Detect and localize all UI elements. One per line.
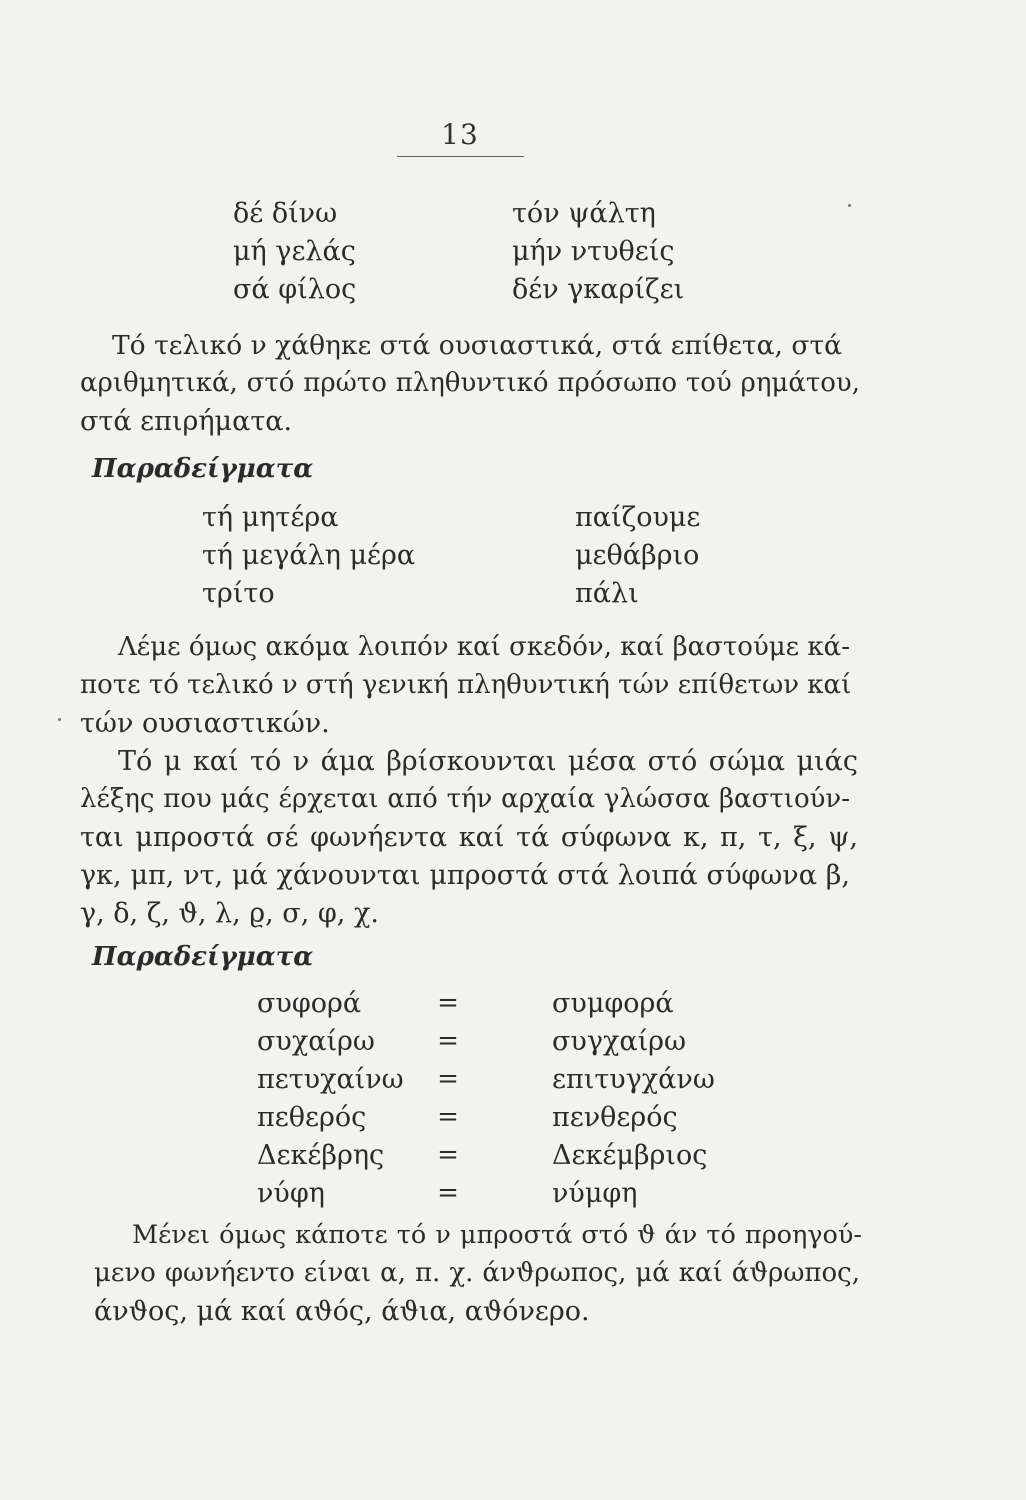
eq-left-1: συφορά — [257, 988, 362, 1019]
paragraph2-line-2: ποτε τό τελικό ν στή γενική πληθυντική τών επίθετων καί — [80, 670, 852, 700]
eq-right-3: επιτυγχάνω — [552, 1064, 715, 1095]
eq-right-5: Δεκέμβριος — [552, 1140, 708, 1171]
paragraph4-line-2: μενο φωνήεντο είναι α, π. χ. άνϑρωπος, μά καί άϑρωπος, — [94, 1258, 860, 1288]
page-number-rule — [397, 156, 524, 157]
equals-sign: = — [437, 1102, 459, 1132]
eq-left-5: Δεκέβρης — [257, 1140, 385, 1171]
eq-left-4: πεθερός — [257, 1102, 367, 1133]
examples-heading-1: Παραδείγματα — [92, 454, 314, 484]
examples-heading-2: Παραδείγματα — [92, 942, 314, 972]
paragraph3-line-2: λέξης που μάς έρχεται από τήν αρχαία γλώσσα βαστιούν- — [80, 784, 850, 814]
equals-sign: = — [437, 1026, 459, 1056]
paragraph3-line-4: γκ, μπ, ντ, μά χάνουνται μπροστά στά λοιπά σύφωνα β, — [80, 860, 850, 891]
eq-right-6: νύμφη — [552, 1178, 638, 1209]
example-top-left-2: μή γελάς — [233, 236, 356, 267]
example-mid-left-3: τρίτο — [202, 578, 275, 609]
eq-right-4: πενθερός — [552, 1102, 678, 1133]
example-top-right-3: δέν γκαρίζει — [512, 274, 685, 305]
example-top-right-2: μήν ντυθείς — [512, 236, 675, 267]
eq-left-2: συχαίρω — [257, 1026, 375, 1057]
example-mid-right-3: πάλι — [575, 578, 639, 609]
example-mid-right-1: παίζουμε — [575, 502, 701, 533]
example-top-right-1: τόν ψάλτη — [512, 198, 656, 229]
paragraph3-line-1: Τό μ καί τό ν άμα βρίσκουνται μέσα στό σώμα μιάς — [118, 746, 858, 777]
paragraph2-line-1: Λέμε όμως ακόμα λοιπόν καί σκεδόν, καί βαστούμε κά- — [118, 632, 850, 662]
paragraph4-line-3: άνϑος, μά καί αϑός, άϑια, αϑόνερο. — [94, 1296, 590, 1327]
paragraph4-line-1: Μένει όμως κάποτε τό ν μπροστά στό ϑ άν τό προηγού- — [132, 1220, 862, 1250]
example-mid-right-2: μεθάβριο — [575, 540, 700, 571]
eq-left-3: πετυχαίνω — [257, 1064, 404, 1095]
page-number: 13 — [441, 118, 479, 151]
paragraph3-line-3: ται μπροστά σέ φωνήεντα καί τά σύφωνα κ, π, τ, ξ, ψ, — [80, 822, 858, 853]
paragraph1-line-1: Τό τελικό ν χάθηκε στά ουσιαστικά, στά επίθετα, στά — [112, 330, 842, 361]
equals-sign: = — [437, 1140, 459, 1170]
equals-sign: = — [437, 1064, 459, 1094]
equals-sign: = — [437, 988, 459, 1018]
example-mid-left-1: τή μητέρα — [202, 502, 339, 533]
eq-right-1: συμφορά — [552, 988, 674, 1019]
paragraph3-line-5: γ, δ, ζ, ϑ, λ, ϱ, σ, φ, χ. — [80, 898, 379, 929]
paragraph1-line-2: αριθμητικά, στό πρώτο πληθυντικό πρόσωπο τού ρημάτου, — [80, 368, 860, 398]
eq-right-2: συγχαίρω — [552, 1026, 687, 1057]
equals-sign: = — [437, 1178, 459, 1208]
print-speck — [848, 204, 851, 207]
paragraph2-line-3: τών ουσιαστικών. — [80, 708, 330, 739]
print-speck — [58, 718, 61, 721]
example-top-left-3: σά φίλος — [233, 274, 357, 305]
example-top-left-1: δέ δίνω — [233, 198, 338, 229]
eq-left-6: νύφη — [257, 1178, 325, 1209]
paragraph1-line-3: στά επιρήματα. — [80, 406, 293, 437]
example-mid-left-2: τή μεγάλη μέρα — [202, 540, 416, 571]
